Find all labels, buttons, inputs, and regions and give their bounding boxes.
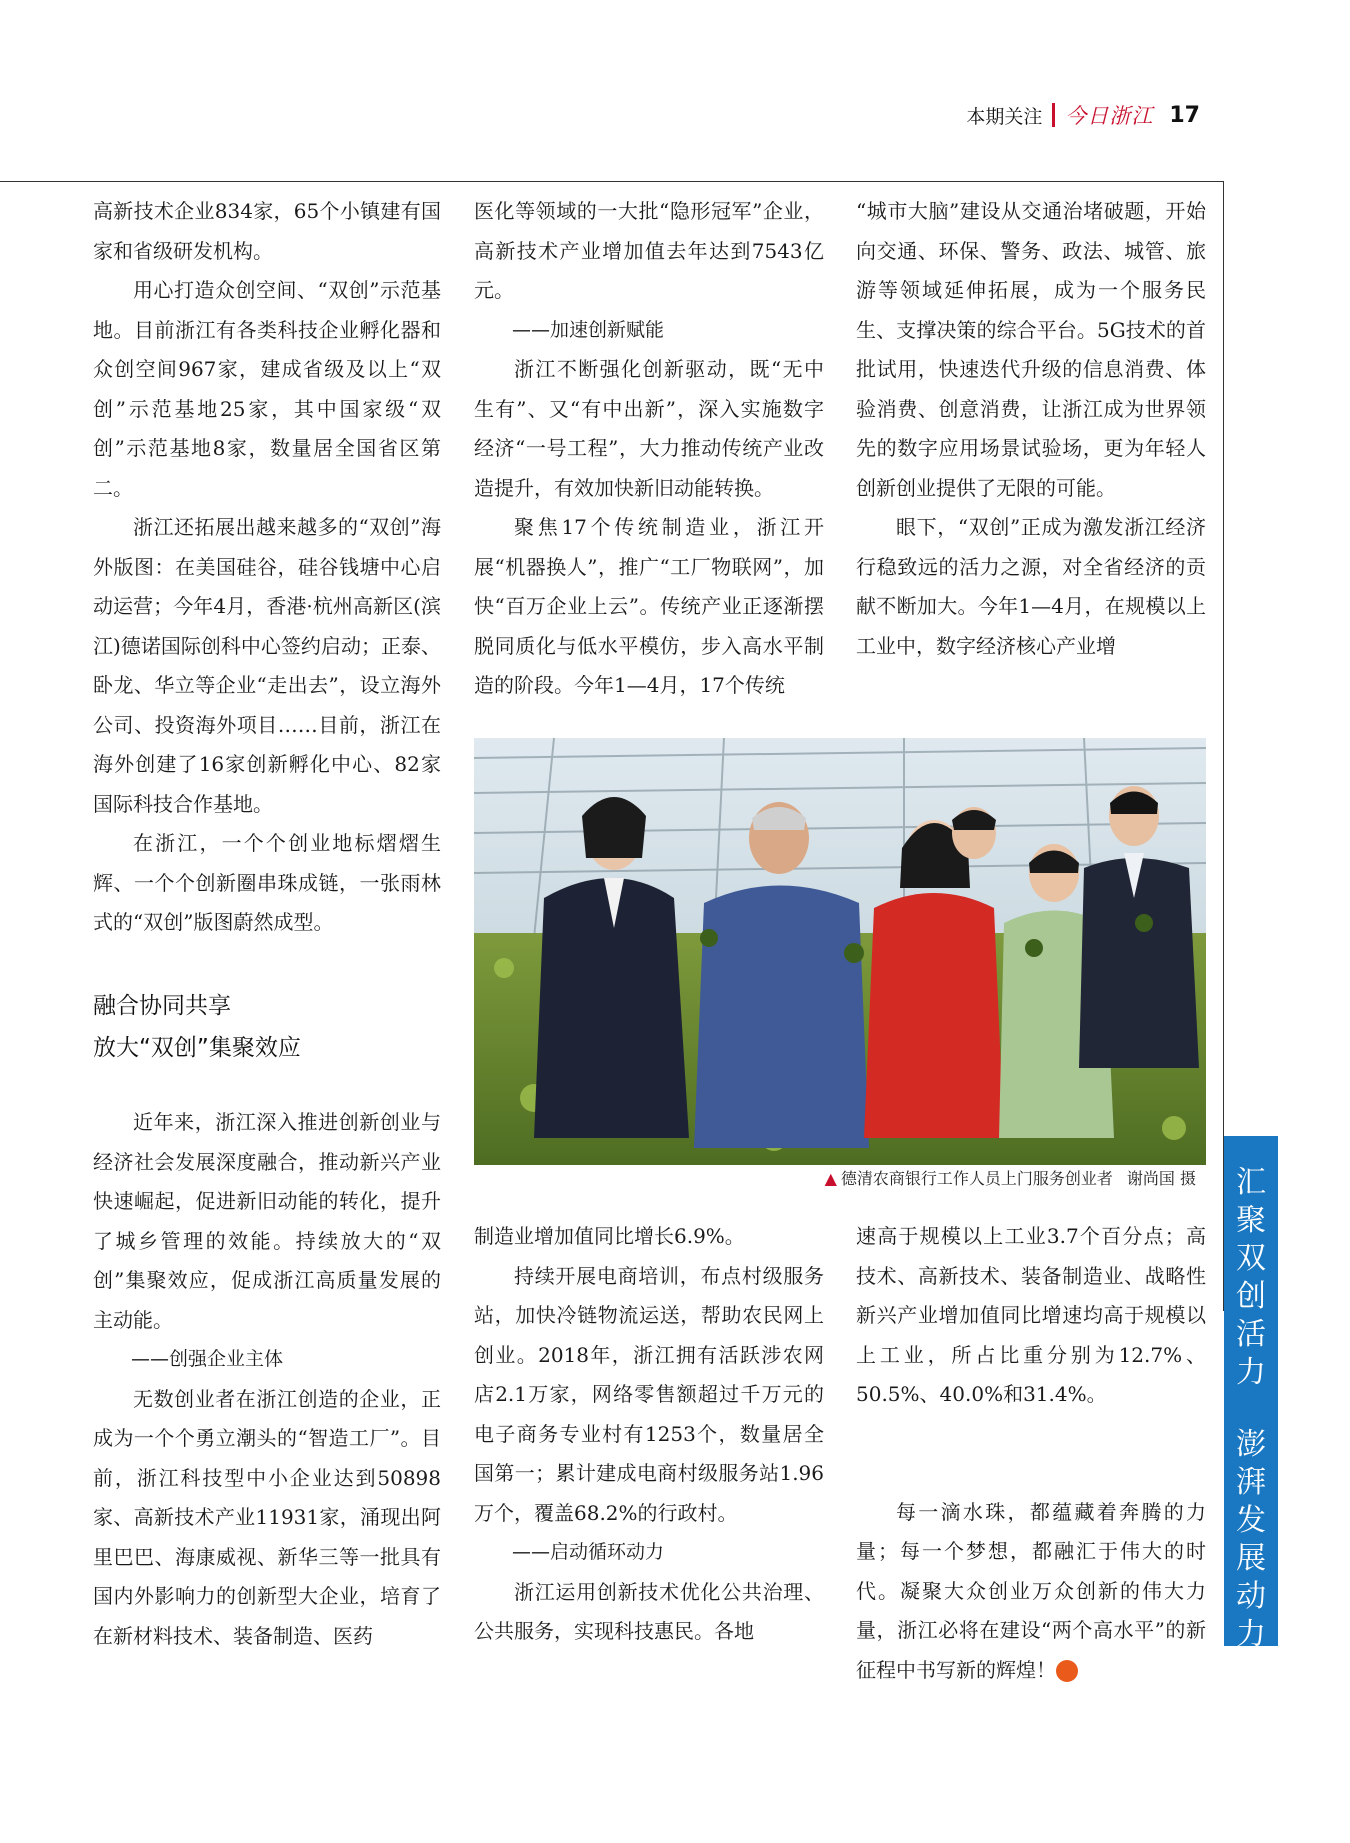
banner-char: 展 — [1236, 1541, 1266, 1576]
banner-char: 发 — [1236, 1503, 1266, 1538]
banner-char: 聚 — [1236, 1203, 1266, 1238]
paragraph: 浙江运用创新技术优化公共治理、公共服务，实现科技惠民。各地 — [474, 1579, 824, 1643]
banner-char: 活 — [1236, 1317, 1266, 1352]
banner-char: 双 — [1236, 1241, 1266, 1276]
banner-char: 创 — [1236, 1279, 1266, 1314]
column-2-bottom — [474, 1217, 824, 1652]
paragraph: 持续开展电商培训，布点村级服务站，加快冷链物流运送，帮助农民网上创业。2018年，浙江拥有活跃涉农网店2.1万家，网络零售额超过千万元的电子商务专业村有1253个，数量居全国第一；累计建成电商村级服务站1.96万个，覆盖68.2%的行政村。 — [474, 1263, 824, 1525]
paragraph: 制造业增加值同比增长6.9%。 — [474, 1224, 745, 1248]
banner-char: 力 — [1236, 1355, 1266, 1390]
end-mark-icon: 今 — [1056, 1660, 1078, 1682]
page-header — [966, 100, 1200, 130]
caption-triangle-icon: ▲ — [824, 1169, 837, 1188]
paragraph: 眼下，“双创”正成为激发浙江经济行稳致远的活力之源，对全省经济的贡献不断加大。今年1—4月，在规模以上工业中，数字经济核心产业增 — [856, 515, 1206, 658]
column-2-top — [474, 192, 824, 706]
section-heading-line-2: 放大“双创”集聚效应 — [93, 1035, 301, 1061]
banner-text — [1224, 1164, 1278, 1654]
column-3-bottom — [856, 1217, 1206, 1690]
magazine-logo: 今日浙江 — [1065, 104, 1154, 128]
paragraph: 浙江还拓展出越来越多的“双创”海外版图：在美国硅谷，硅谷钱塘中心启动运营；今年4月，香港·杭州高新区(滨江)德诺国际创科中心签约启动；正泰、卧龙、华立等企业“走出去”，设立海外公司、投资海外项目……目前，浙江在海外创建了16家创新孵化中心、82家国际科技合作基地。 — [93, 515, 441, 816]
paragraph: 浙江不断强化创新驱动，既“无中生有”、又“有中出新”，深入实施数字经济“一号工程”，大力推动传统产业改造提升，有效加快新旧动能转换。 — [474, 357, 824, 500]
column-1-top — [93, 192, 441, 943]
vertical-banner — [1224, 1136, 1278, 1652]
section-label: 本期关注 — [966, 105, 1043, 128]
banner-char: 汇 — [1236, 1165, 1266, 1200]
paragraph: 聚焦17个传统制造业，浙江开展“机器换人”，推广“工厂物联网”，加快“百万企业上云”。传统产业正逐渐摆脱同质化与低水平模仿，步入高水平制造的阶段。今年1—4月，17个传统 — [474, 515, 824, 697]
paragraph: 高新技术企业834家，65个小镇建有国家和省级研发机构。 — [93, 199, 441, 263]
paragraph-spacer — [856, 1415, 1206, 1493]
banner-gap — [1224, 1392, 1278, 1426]
paragraph: 用心打造众创空间、“双创”示范基地。目前浙江有各类科技企业孵化器和众创空间967家，建成省级及以上“双创”示范基地25家，其中国家级“双创”示范基地8家，数量居全国省区第二。 — [93, 278, 441, 500]
photo-illustration — [474, 738, 1206, 1165]
banner-char: 澎 — [1236, 1427, 1266, 1462]
paragraph: “城市大脑”建设从交通治堵破题，开始向交通、环保、警务、政法、城管、旅游等领域延伸拓展，成为一个服务民生、支撑决策的综合平台。5G技术的首批试用，快速迭代升级的信息消费、体验消费、创意消费，让浙江成为世界领先的数字应用场景试验场，更为年轻人创新创业提供了无限的可能。 — [856, 199, 1206, 500]
header-divider — [1052, 103, 1055, 127]
banner-char: 动 — [1236, 1579, 1266, 1614]
photo-credit: 谢尚国 摄 — [1126, 1169, 1196, 1188]
greenhouse-photo — [474, 738, 1206, 1165]
banner-char: 湃 — [1236, 1465, 1266, 1500]
paragraph: 无数创业者在浙江创造的企业，正成为一个个勇立潮头的“智造工厂”。目前，浙江科技型中小企业达到50898家、高新技术产业11931家，涌现出阿里巴巴、海康威视、新华三等一批具有国内外影响力的创新型大企业，培育了在新材料技术、装备制造、医药 — [93, 1386, 441, 1648]
caption-text: 德清农商银行工作人员上门服务创业者 — [840, 1169, 1113, 1188]
section-heading-line-1: 融合协同共享 — [93, 993, 231, 1019]
paragraph: 医化等领域的一大批“隐形冠军”企业，高新技术产业增加值去年达到7543亿元。 — [474, 199, 824, 302]
paragraph: 速高于规模以上工业3.7个百分点；高技术、高新技术、装备制造业、战略性新兴产业增加值同比增速均高于规模以上工业，所占比重分别为12.7%、50.5%、40.0%和31.4%。 — [856, 1224, 1206, 1406]
page-number: 17 — [1169, 102, 1200, 128]
column-3-top — [856, 192, 1206, 666]
top-rule — [0, 181, 1224, 182]
subheading: ——加速创新赋能 — [512, 318, 665, 341]
subheading: ——创强企业主体 — [131, 1348, 284, 1370]
photo-caption — [474, 1165, 1206, 1193]
paragraph: 在浙江，一个个创业地标熠熠生辉、一个个创新圈串珠成链，一张雨林式的“双创”版图蔚然成型。 — [93, 831, 441, 934]
paragraph: 每一滴水珠，都蕴藏着奔腾的力量；每一个梦想，都融汇于伟大的时代。凝聚大众创业万众创新的伟大力量，浙江必将在建设“两个高水平”的新征程中书写新的辉煌！ 今 — [856, 1499, 1206, 1682]
paragraph: 近年来，浙江深入推进创新创业与经济社会发展深度融合，推动新兴产业快速崛起，促进新旧动能的转化，提升了城乡管理的效能。持续放大的“双创”集聚效应，促成浙江高质量发展的主动能。 — [93, 1110, 441, 1332]
section-heading — [93, 985, 441, 1069]
subheading: ——启动循环动力 — [512, 1541, 665, 1563]
column-1-bottom — [93, 1103, 441, 1656]
banner-char: 力 — [1236, 1617, 1266, 1652]
